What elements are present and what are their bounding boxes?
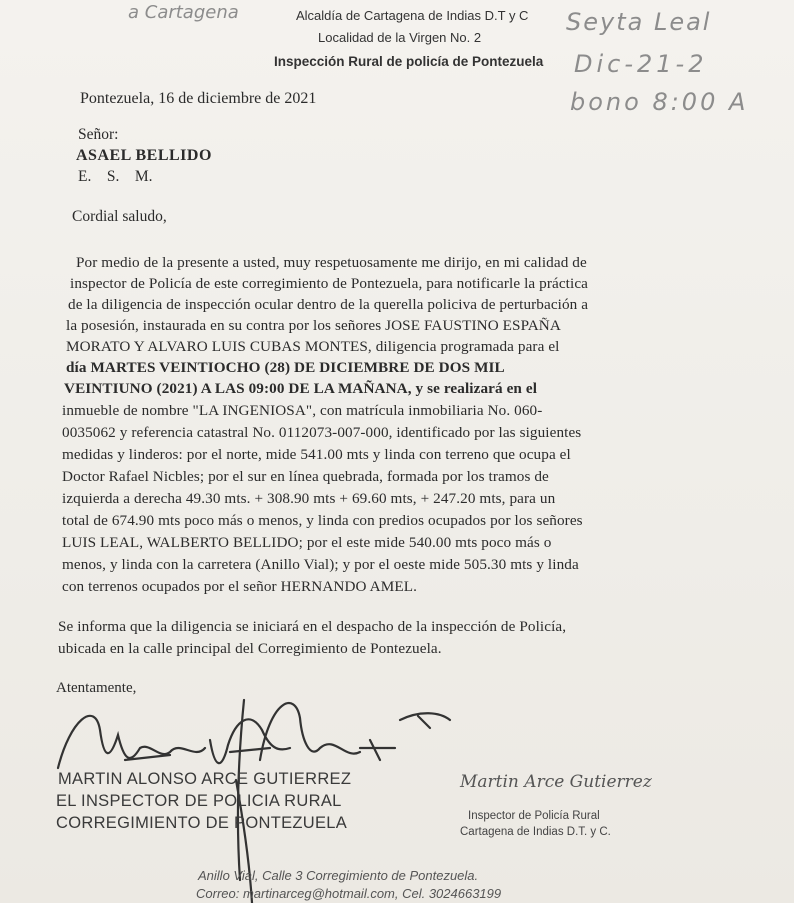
body-line: la posesión, instaurada en su contra por los señores JOSE FAUSTINO ESPAÑA: [66, 317, 561, 334]
recipient-salutation: Señor:: [78, 126, 119, 143]
body-line: LUIS LEAL, WALBERTO BELLIDO; por el este mide 540.00 mts poco más o: [62, 534, 552, 551]
body-line: inspector de Policía de este corregimiento de Pontezuela, para notificarle la práctica: [70, 275, 588, 292]
body-line: Doctor Rafael Nicbles; por el sur en línea quebrada, formada por los tramos de: [62, 468, 549, 485]
body-line: inmueble de nombre "LA INGENIOSA", con matrícula inmobiliaria No. 060-: [62, 402, 543, 419]
recipient-abbr: E. S. M.: [78, 168, 153, 185]
handwritten-note-cartagena: a Cartagena: [128, 2, 239, 23]
body-line: Por medio de la presente a usted, muy respetuosamente me dirijo, en mi calidad de: [76, 254, 587, 271]
stamp-signature: Martin Arce Gutierrez: [460, 772, 652, 792]
handwritten-received-time: bono 8:00 A: [570, 88, 749, 116]
info-line: Se informa que la diligencia se iniciará en el despacho de la inspección de Policía,: [58, 618, 567, 635]
header-line-2: Localidad de la Virgen No. 2: [318, 30, 482, 45]
greeting: Cordial saludo,: [72, 208, 167, 225]
recipient-name: ASAEL BELLIDO: [76, 147, 212, 164]
body-line: menos, y linda con la carretera (Anillo Vial); y por el oeste mide 505.30 mts y linda: [62, 556, 579, 573]
handwritten-received-name: Seyta Leal: [566, 8, 712, 36]
body-line: izquierda a derecha 49.30 mts. + 308.90 mts + 69.60 mts, + 247.20 mts, para un: [62, 490, 556, 507]
body-line: MORATO Y ALVARO LUIS CUBAS MONTES, diligencia programada para el: [66, 338, 560, 355]
stamp-line-2: Cartagena de Indias D.T. y C.: [460, 826, 611, 838]
signer-name: MARTIN ALONSO ARCE GUTIERREZ: [58, 770, 352, 788]
stamp-line-1: Inspector de Policía Rural: [468, 810, 600, 822]
body-line: total de 674.90 mts poco más o menos, y linda con predios ocupados por los señores: [62, 512, 583, 529]
signer-place: CORREGIMIENTO DE PONTEZUELA: [56, 814, 348, 832]
handwritten-received-date: Dic-21-2: [574, 50, 708, 78]
letter-date: Pontezuela, 16 de diciembre de 2021: [80, 90, 317, 107]
closing: Atentamente,: [56, 680, 137, 696]
info-line: ubicada en la calle principal del Corregimiento de Pontezuela.: [58, 640, 442, 657]
body-line: VEINTIUNO (2021) A LAS 09:00 DE LA MAÑANA, y se realizará en el: [64, 380, 538, 397]
header-line-3: Inspección Rural de policía de Pontezuela: [274, 54, 544, 69]
body-line: día MARTES VEINTIOCHO (28) DE DICIEMBRE DE DOS MIL: [66, 359, 505, 376]
header-line-1: Alcaldía de Cartagena de Indias D.T y C: [296, 8, 529, 23]
body-line: 0035062 y referencia catastral No. 0112073-007-000, identificado por las siguientes: [62, 424, 582, 441]
footer-address: Anillo Vial, Calle 3 Corregimiento de Pontezuela.: [198, 868, 479, 883]
body-line: medidas y linderos: por el norte, mide 541.00 mts y linda con terreno que ocupa el: [62, 446, 571, 463]
footer-contact: Correo: martinarceg@hotmail.com, Cel. 3024663199: [196, 886, 502, 901]
signer-title: EL INSPECTOR DE POLICIA RURAL: [56, 792, 342, 810]
body-line: con terrenos ocupados por el señor HERNANDO AMEL.: [62, 578, 417, 595]
body-line: de la diligencia de inspección ocular dentro de la querella policiva de perturbación a: [68, 296, 589, 313]
